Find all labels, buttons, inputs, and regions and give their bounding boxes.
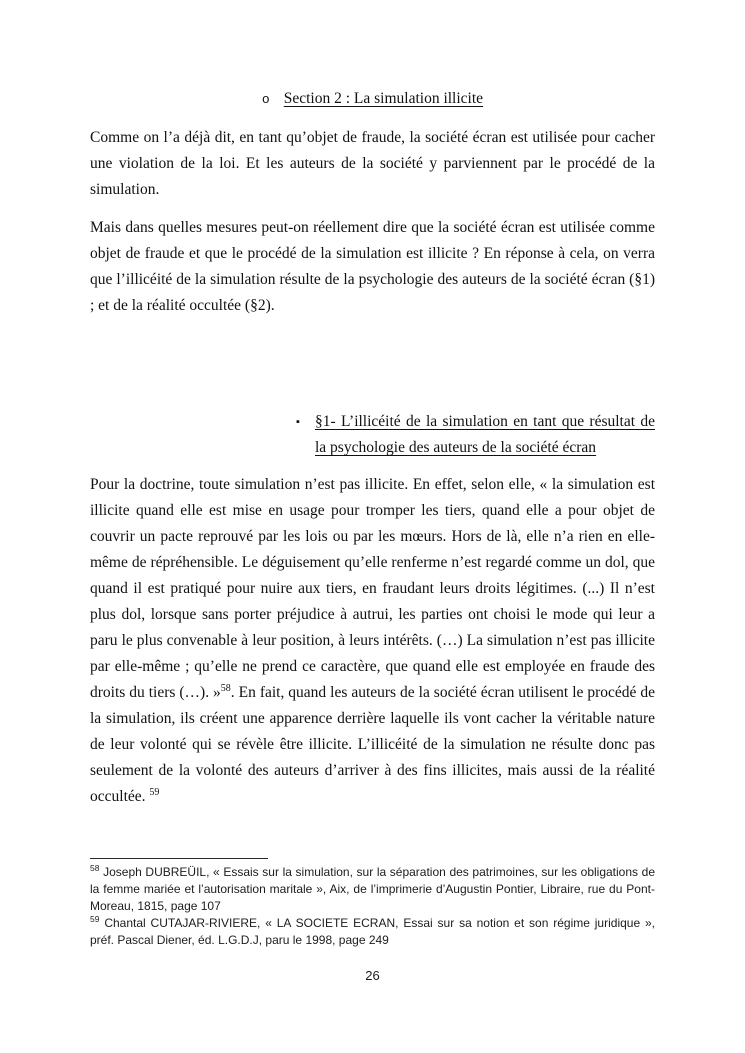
subsection-heading: §1- L’illicéité de la simulation en tant que résultat de la psychologie des auteurs de la société écran [315, 413, 655, 456]
footnote-58 [90, 864, 655, 915]
footnote-59 [90, 915, 655, 949]
body-paragraph [90, 472, 655, 810]
footnote-separator [90, 858, 268, 859]
footnote-ref-58: 58 [220, 682, 231, 694]
section-heading-row [90, 86, 655, 113]
body-text-part1: Pour la doctrine, toute simulation n’est pas illicite. En effet, selon elle, « la simulation est illicite quand elle est mise en usage pour tromper les tiers, quand elle a pour objet de couvrir un pacte reprouvé par les lois ou par les mœurs. Hors de là, elle n’a rien en elle-même de répréhensible. Le déguisement qu’elle renferme n’est regardé comme un dol, que quand il est pratiqué pour nuire aux tiers, en fraudant leurs droits légitimes. (...) Il n’est plus dol, lorsque sans porter préjudice à autrui, les parties ont choisi le mode qui leur a paru le plus convenable à leur position, à leurs intérêts. (…) La simulation n’est pas illicite par elle-même ; qu’elle ne prend ce caractère, que quand elle est employée en fraude des droits du tiers (…). » [90, 476, 655, 701]
footnote-59-number: 59 [90, 914, 100, 924]
subsection-heading-row [296, 409, 655, 461]
footnote-58-text: Joseph DUBREÜIL, « Essais sur la simulation, sur la séparation des patrimoines, sur les obligations de la femme mariée et l’autorisation maritale », Aix, de l’imprimerie d’Augustin Pontier, Libraire, rue du Pont-Moreau, 1815, page 107 [90, 865, 655, 913]
footnotes-section [90, 858, 655, 949]
intro-paragraph-2: Mais dans quelles mesures peut-on réellement dire que la société écran est utilisée comme objet de fraude et que le procédé de la simulation est illicite ? En réponse à cela, on verra que l’illicéité de la simulation résulte de la psychologie des auteurs de la société écran (§1) ; et de la réalité occultée (§2). [90, 219, 655, 314]
square-bullet-icon: ▪ [296, 416, 300, 428]
text-column [90, 0, 655, 822]
footnote-59-text: Chantal CUTAJAR-RIVIERE, « LA SOCIETE ECRAN, Essai sur sa notion et son régime juridique », préf. Pascal Diener, éd. L.G.D.J, paru le 1998, page 249 [90, 916, 655, 947]
section-heading: Section 2 : La simulation illicite [283, 90, 484, 107]
intro-paragraph-1: Comme on l’a déjà dit, en tant qu’objet de fraude, la société écran est utilisée pour cacher une violation de la loi. Et les auteurs de la société y parviennent par le procédé de la simulation. [90, 129, 655, 198]
footnote-58-number: 58 [90, 863, 100, 873]
circle-bullet-icon: o [261, 92, 270, 107]
footnote-ref-59: 59 [149, 786, 160, 798]
page-number: 26 [365, 968, 380, 983]
body-text-part2: . En fait, quand les auteurs de la société écran utilisent le procédé de la simulation, ils créent une apparence derrière laquelle ils vont cacher la véritable nature de leur volonté qui se révèle être illicite. L’illicéité de la simulation ne résulte donc pas seulement de la volonté des auteurs d’arriver à des fins illicites, mais aussi de la réalité occultée. [90, 684, 655, 805]
